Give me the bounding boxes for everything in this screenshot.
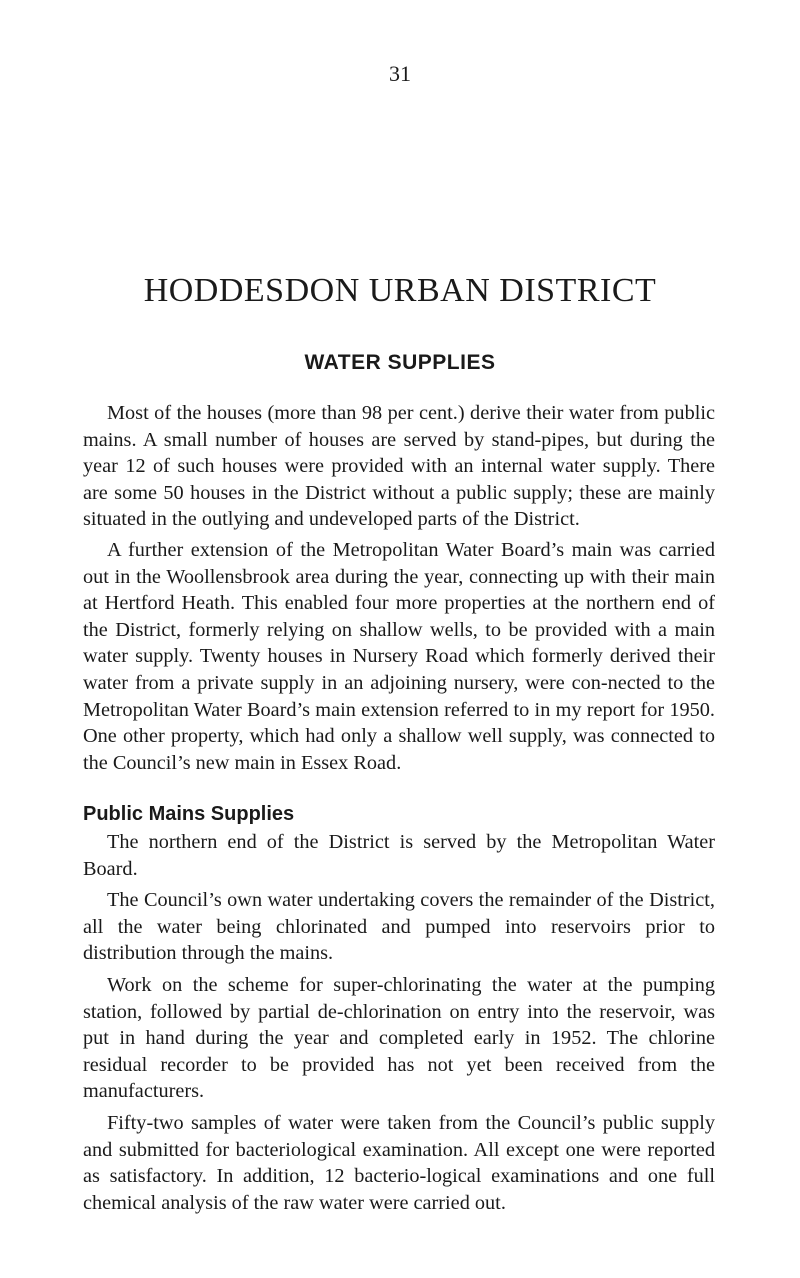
subheading-public-mains-supplies: Public Mains Supplies (83, 803, 295, 825)
paragraph: A further extension of the Metropolitan Water Board’s main was carried out in the Woollensbrook area during the year, connecting up with their main at Hertford Heath. This enabled four more properties at the northern end of the District, formerly relying on shallow wells, to be provided with a main water supply. Twenty houses in Nursery Road which formerly derived their water from a private supply in an adjoining nursery, were con-nected to the Metropolitan Water Board’s main extension referred to in my report for 1950. One other property, which had only a shallow well supply, was connected to the Council’s new main in Essex Road. (83, 538, 715, 774)
document-title: HODDESDON URBAN DISTRICT (143, 272, 657, 309)
paragraph: The northern end of the District is served by the Metropolitan Water Board. (83, 831, 715, 880)
water-supplies-body (83, 400, 715, 776)
page-number: 31 (389, 61, 411, 86)
section-heading-water-supplies: WATER SUPPLIES (304, 351, 496, 374)
paragraph: Most of the houses (more than 98 per cent.) derive their water from public mains. A small number of houses are served by stand-pipes, but during the year 12 of such houses were provided with an internal water supply. There are some 50 houses in the District without a public supply; these are mainly situated in the outlying and undeveloped parts of the District. (83, 402, 715, 531)
paragraph: Work on the scheme for super-chlorinating the water at the pumping station, followed by partial de-chlorination on entry into the reservoir, was put in hand during the year and completed early in 1952. The chlorine residual recorder to be provided has not yet been received from the manufacturers. (83, 973, 715, 1103)
paragraph: Fifty-two samples of water were taken from the Council’s public supply and submitted for bacteriological examination. All except one were reported as satisfactory. In addition, 12 bacterio-logical examinations and one full chemical analysis of the raw water were carried out. (83, 1111, 715, 1214)
public-mains-body (83, 829, 715, 1216)
paragraph: The Council’s own water undertaking covers the remainder of the District, all the water being chlorinated and pumped into reservoirs prior to distribution through the mains. (83, 889, 715, 965)
